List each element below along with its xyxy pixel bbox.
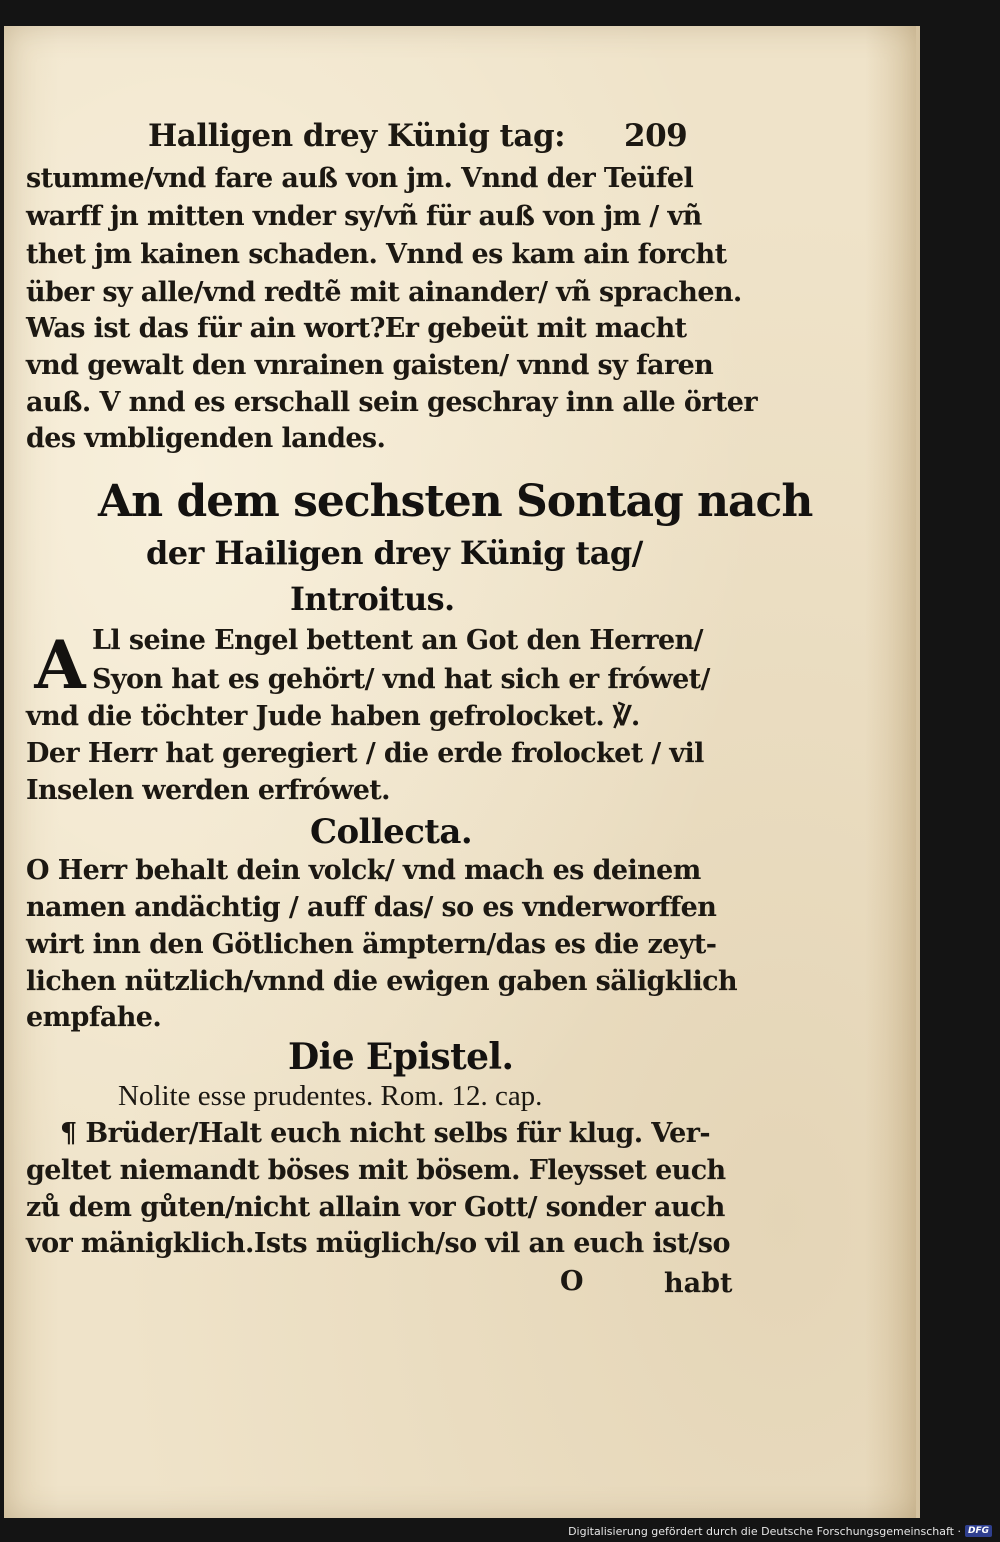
text-line: O Herr behalt dein volck/ vnd mach es deinem — [26, 855, 701, 886]
catchword: habt — [664, 1268, 733, 1299]
text-line: Was ist das für ain wort?Er gebeüt mit macht — [26, 313, 687, 344]
page-number: 209 — [624, 118, 688, 154]
collecta-heading: Collecta. — [310, 812, 473, 852]
drop-initial: A — [34, 626, 86, 704]
section-subheading: der Hailigen drey Künig tag/ — [146, 534, 643, 572]
running-head — [148, 118, 748, 158]
text-line: wirt inn den Götlichen ämptern/das es die zeyt- — [26, 929, 717, 960]
text-line: Ll seine Engel bettent an Got den Herren/ — [92, 625, 703, 656]
funding-credit — [568, 1523, 992, 1539]
text-line: empfahe. — [26, 1002, 162, 1033]
text-line: ¶ Brüder/Halt euch nicht selbs für klug. Ver- — [60, 1118, 710, 1149]
text-line: des vmbligenden landes. — [26, 423, 386, 454]
text-line: über sy alle/vnd redtẽ mit ainander/ vñ sprachen. — [26, 277, 742, 308]
text-line: Der Herr hat geregiert / die erde frolocket / vil — [26, 738, 704, 769]
text-line: vnd die töchter Jude haben gefrolocket. ℣. — [26, 701, 640, 732]
text-line: zů dem gůten/nicht allain vor Gott/ sonder auch — [26, 1192, 725, 1223]
page-edge — [916, 26, 920, 1518]
text-line: auß. V nnd es erschall sein geschray inn alle örter — [26, 387, 758, 418]
text-line: Inselen werden erfrówet. — [26, 775, 390, 806]
running-head-title: Halligen drey Künig tag: — [148, 118, 566, 154]
text-line: warff jn mitten vnder sy/vñ für auß von jm / vñ — [26, 201, 702, 232]
epistel-heading: Die Epistel. — [288, 1036, 514, 1078]
section-heading: An dem sechsten Sontag nach — [98, 476, 813, 527]
text-line: lichen nützlich/vnnd die ewigen gaben säligklich — [26, 966, 738, 997]
text-line: Syon hat es gehört/ vnd hat sich er frówet/ — [92, 664, 710, 695]
text-line: thet jm kainen schaden. Vnnd es kam ain forcht — [26, 239, 727, 270]
text-line: vor mänigklich.Ists müglich/so vil an euch ist/so — [26, 1228, 730, 1259]
introitus-heading: Introitus. — [290, 580, 455, 618]
text-line: vnd gewalt den vnrainen gaisten/ vnnd sy faren — [26, 350, 714, 381]
text-line: geltet niemandt böses mit bösem. Fleysset euch — [26, 1155, 726, 1186]
epistel-citation: Nolite esse prudentes. Rom. 12. cap. — [118, 1080, 543, 1112]
text-line: namen andächtig / auff das/ so es vnderworffen — [26, 892, 717, 923]
signature-mark: O — [560, 1266, 584, 1297]
dfg-logo: DFG — [965, 1525, 992, 1537]
text-line: stumme/vnd fare auß von jm. Vnnd der Teüfel — [26, 163, 694, 194]
funding-credit-text: Digitalisierung gefördert durch die Deutsche Forschungsgemeinschaft · — [568, 1524, 961, 1538]
